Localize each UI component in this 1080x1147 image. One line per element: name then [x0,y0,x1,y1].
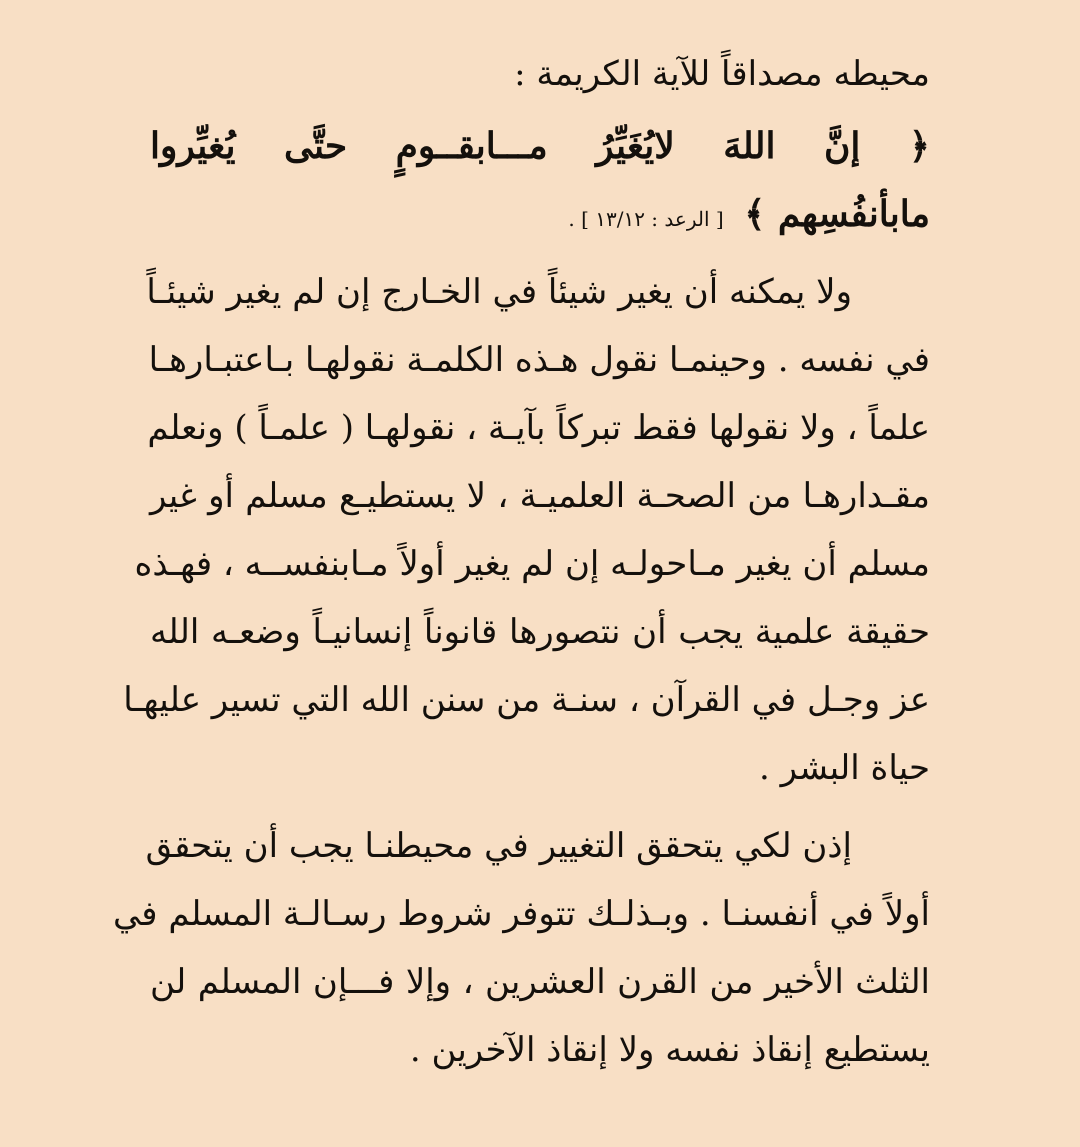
paragraph-line: الثلث الأخير من القرن العشرين ، وإلا فـــإن المسلم لن [150,962,930,1002]
paragraph-2 [112,812,930,1084]
paragraph-line: حياة البشر . [758,748,930,788]
paragraph-line: مقـدارهـا من الصحـة العلميـة ، لا يستطيـع مسلم أو غير [150,476,930,516]
paragraph-line: حقيقة علمية يجب أن نتصورها قانوناً إنسانيـاً وضعـه الله [150,612,930,652]
spacer [150,802,930,812]
verse-line-2 [150,180,930,248]
verse-text-end: مابأنفُسِهم ﴾ [744,193,930,235]
paragraph-line: ولا يمكنه أن يغير شيئاً في الخـارج إن لم يغير شيئـاً [146,272,852,312]
paragraph-line: مسلم أن يغير مـاحولـه إن لم يغير أولاً مـابنفســه ، فهـذه [134,544,930,584]
intro-line: محيطه مصداقاً للآية الكريمة : [514,54,930,94]
book-page [112,40,930,1084]
spacer [150,248,930,258]
paragraph-line: أولاً في أنفسنـا . وبـذلـك تتوفر شروط رسـالـة المسلم في [112,894,930,934]
paragraph-line: علماً ، ولا نقولها فقط تبركاً بآيـة ، نقولهـا ( علمـاً ) ونعلم [147,408,930,448]
paragraph-line: إذن لكي يتحقق التغيير في محيطنـا يجب أن يتحقق [145,826,852,866]
verse-line-1: ﴿ إنَّ اللهَ لايُغَيِّرُ مـــابقــومٍ حتَّى يُغيِّروا [150,125,930,167]
paragraph-line: يستطيع إنقاذ نفسه ولا إنقاذ الآخرين . [409,1030,930,1070]
paragraph-line: عز وجـل في القرآن ، سنـة من سنن الله التي تسير عليهـا [123,680,930,720]
verse-reference: [ الرعد : ١٣/١٢ ] . [568,207,724,231]
paragraph-line: في نفسه . وحينمـا نقول هـذه الكلمـة نقولهـا بـاعتبـارهـا [148,340,930,380]
paragraph-1 [123,258,930,802]
